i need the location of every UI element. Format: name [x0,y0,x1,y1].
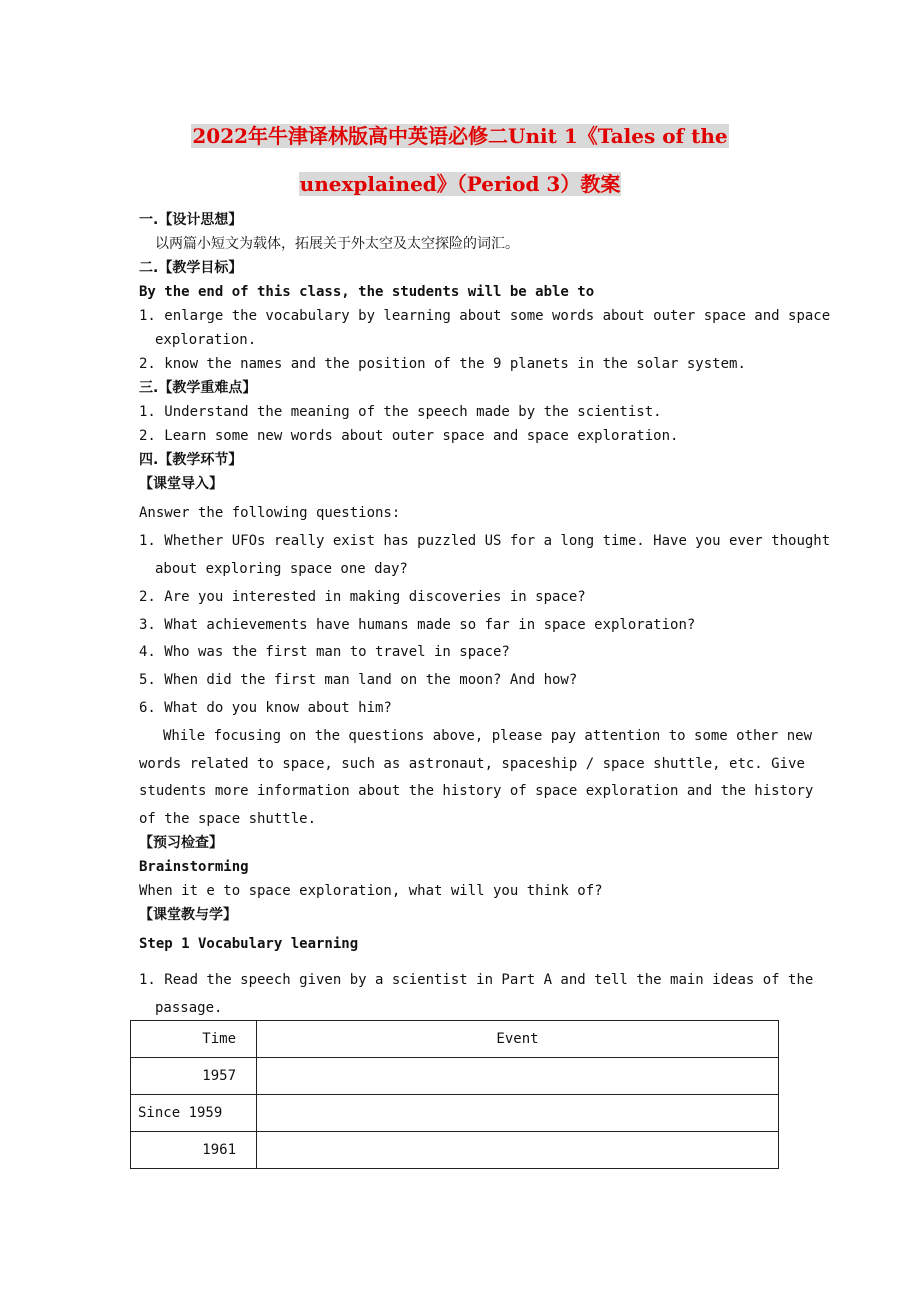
brainstorming-question: When it e to space exploration, what will you think of? [139,883,603,899]
keypoint-item-2: 2. Learn some new words about outer space and space exploration. [139,428,679,444]
question-2: 2. Are you interested in making discoveries in space? [139,589,586,605]
table-header-time: Time [131,1021,257,1058]
table-cell-event [257,1095,779,1132]
section-goals-heading: 二.【教学目标】 [139,260,243,276]
document-title-line-2: unexplained》（Period 3）教案 [299,172,621,196]
question-1: 1. Whether UFOs really exist has puzzled US for a long time. Have you ever thought [139,533,831,549]
question-3: 3. What achievements have humans made so far in space exploration? [139,617,696,633]
document-title-line-1: 2022年牛津译林版高中英语必修二Unit 1《Tales of the [192,124,728,148]
paragraph-line-2: words related to space, such as astronaut, spaceship / space shuttle, etc. Give [139,756,805,772]
goal-item-1-continued: exploration. [155,332,257,348]
table-row [131,1058,779,1095]
table-header-event: Event [257,1021,779,1058]
lead-in-text: Answer the following questions: [139,505,401,521]
section-design-text: 以两篇小短文为载体，拓展关于外太空及太空探险的词汇。 [155,236,519,252]
brainstorming-label: Brainstorming [139,859,249,875]
table-cell-time: 1961 [131,1132,257,1169]
preview-heading: 【预习检查】 [139,835,223,851]
question-6: 6. What do you know about him? [139,700,392,716]
question-5: 5. When did the first man land on the moon? And how? [139,672,578,688]
table-cell-event [257,1132,779,1169]
section-keypoints-heading: 三.【教学重难点】 [139,380,257,396]
keypoint-item-1: 1. Understand the meaning of the speech made by the scientist. [139,404,662,420]
teaching-heading: 【课堂教与学】 [139,907,237,923]
table-cell-time: 1957 [131,1058,257,1095]
reading-instruction-continued: passage. [155,1000,223,1016]
table-row [131,1132,779,1169]
question-4: 4. Who was the first man to travel in space? [139,644,510,660]
section-steps-heading: 四.【教学环节】 [139,452,243,468]
goals-intro: By the end of this class, the students will be able to [139,284,595,300]
paragraph-line-4: of the space shuttle. [139,811,317,827]
step-1-heading: Step 1 Vocabulary learning [139,936,359,952]
table-header-row [131,1021,779,1058]
table-cell-event [257,1058,779,1095]
reading-instruction: 1. Read the speech given by a scientist in Part A and tell the main ideas of the [139,972,814,988]
table-cell-time: Since 1959 [131,1095,257,1132]
goal-item-1: 1. enlarge the vocabulary by learning about some words about outer space and space [139,308,831,324]
goal-item-2: 2. know the names and the position of the 9 planets in the solar system. [139,356,746,372]
table-row [131,1095,779,1132]
section-design-heading: 一.【设计思想】 [139,212,243,228]
question-1-continued: about exploring space one day? [155,561,408,577]
time-event-table [130,1020,779,1169]
paragraph-line-3: students more information about the history of space exploration and the history [139,783,814,799]
lead-in-heading: 【课堂导入】 [139,476,223,492]
paragraph-line-1: While focusing on the questions above, please pay attention to some other new [163,728,813,744]
